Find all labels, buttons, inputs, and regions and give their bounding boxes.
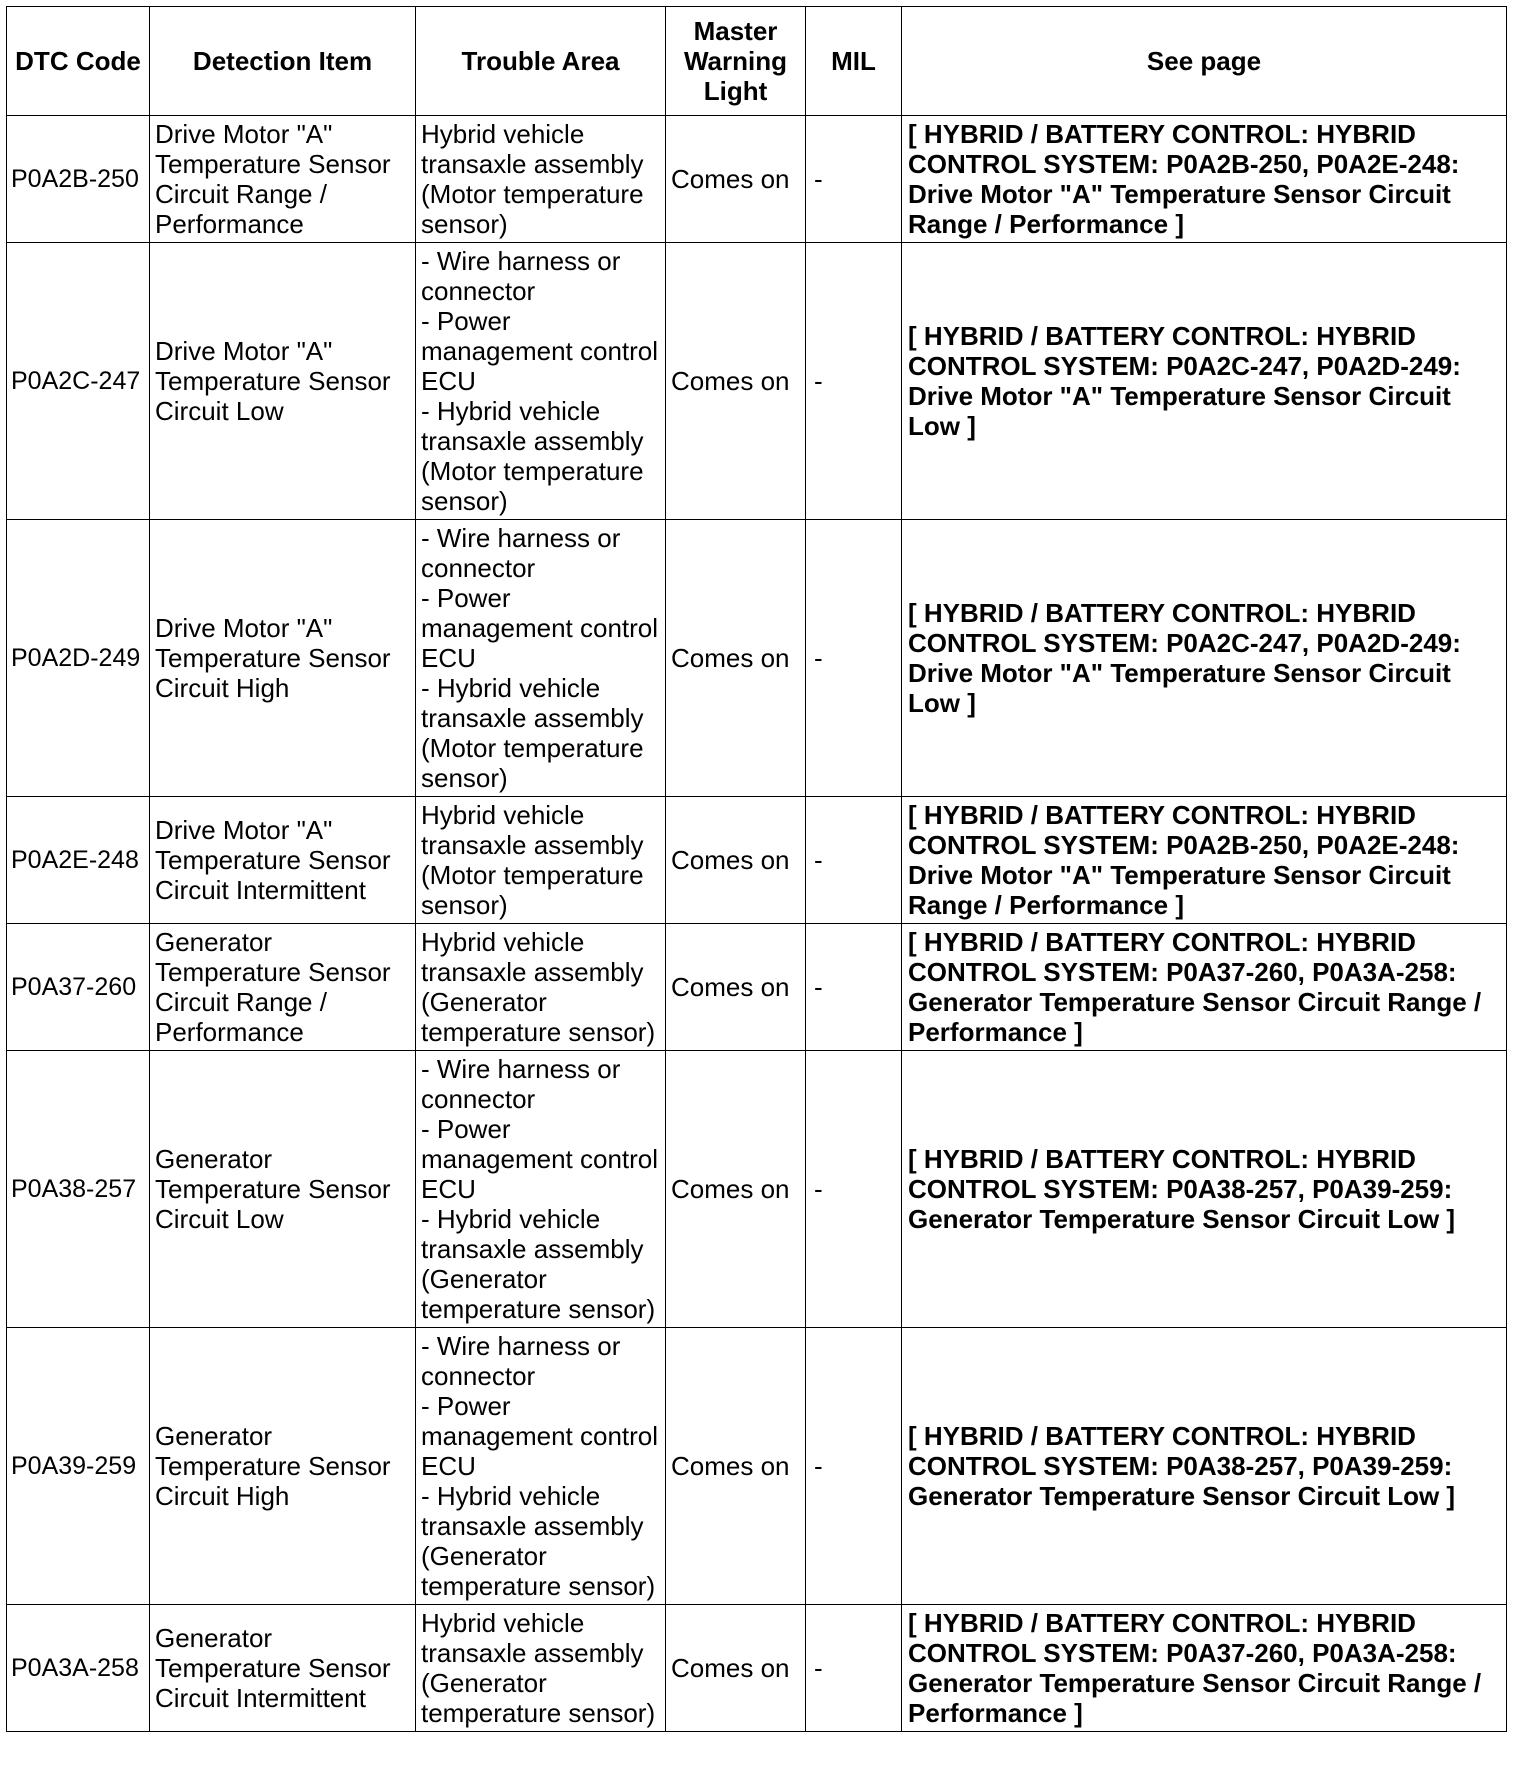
dtc-code-cell: P0A2D-249: [7, 520, 150, 797]
dtc-table-body: [7, 116, 1507, 1732]
trouble-area-line: - Power management control ECU: [421, 1391, 659, 1481]
detection-item-cell: Drive Motor "A" Temperature Sensor Circuit Intermittent: [150, 797, 416, 924]
trouble-area-line: - Hybrid vehicle transaxle assembly (Generator temperature sensor): [421, 1204, 656, 1324]
table-row: [7, 243, 1507, 520]
table-row: [7, 116, 1507, 243]
master-warning-light-cell: Comes on: [666, 1605, 806, 1732]
header-row: [7, 7, 1507, 116]
mil-cell: -: [806, 243, 902, 520]
see-page-reference: [ HYBRID / BATTERY CONTROL: HYBRID CONTROL SYSTEM: P0A2C-247, P0A2D-249: Drive Motor "A" Temperature Sensor Circuit Low ]: [902, 243, 1507, 520]
master-warning-light-cell: Comes on: [666, 1328, 806, 1605]
table-row: [7, 1605, 1507, 1732]
mil-cell: -: [806, 797, 902, 924]
table-row: [7, 924, 1507, 1051]
detection-item-cell: Drive Motor "A" Temperature Sensor Circuit High: [150, 520, 416, 797]
dtc-document: [6, 6, 1506, 1732]
detection-item-cell: Generator Temperature Sensor Circuit Low: [150, 1051, 416, 1328]
detection-item-cell: Generator Temperature Sensor Circuit Intermittent: [150, 1605, 416, 1732]
header-detection-item: Detection Item: [150, 7, 416, 116]
see-page-reference: [ HYBRID / BATTERY CONTROL: HYBRID CONTROL SYSTEM: P0A38-257, P0A39-259: Generator Temperature Sensor Circuit Low ]: [902, 1328, 1507, 1605]
trouble-area-line: - Power management control ECU: [421, 583, 659, 673]
see-page-reference: [ HYBRID / BATTERY CONTROL: HYBRID CONTROL SYSTEM: P0A38-257, P0A39-259: Generator Temperature Sensor Circuit Low ]: [902, 1051, 1507, 1328]
trouble-area-cell: [416, 1051, 666, 1328]
trouble-area-line: - Power management control ECU: [421, 1114, 659, 1204]
trouble-area-line: - Wire harness or connector: [421, 1331, 621, 1391]
header-master-line: Warning: [683, 46, 788, 76]
see-page-reference: [ HYBRID / BATTERY CONTROL: HYBRID CONTROL SYSTEM: P0A2B-250, P0A2E-248: Drive Motor "A" Temperature Sensor Circuit Range / Performance ]: [902, 116, 1507, 243]
header-master-line: Light: [703, 76, 768, 106]
see-page-reference: [ HYBRID / BATTERY CONTROL: HYBRID CONTROL SYSTEM: P0A37-260, P0A3A-258: Generator Temperature Sensor Circuit Range / Performance ]: [902, 1605, 1507, 1732]
header-master-line: Master: [693, 16, 778, 46]
mil-cell: -: [806, 1328, 902, 1605]
trouble-area-line: Hybrid vehicle transaxle assembly (Generator temperature sensor): [421, 927, 656, 1047]
header-trouble-area: Trouble Area: [416, 7, 666, 116]
trouble-area-line: - Hybrid vehicle transaxle assembly (Motor temperature sensor): [421, 396, 644, 516]
dtc-code-cell: P0A2E-248: [7, 797, 150, 924]
master-warning-light-cell: Comes on: [666, 520, 806, 797]
header-dtc-code: DTC Code: [7, 7, 150, 116]
master-warning-light-cell: Comes on: [666, 797, 806, 924]
master-warning-light-cell: Comes on: [666, 243, 806, 520]
trouble-area-line: - Wire harness or connector: [421, 1054, 621, 1114]
trouble-area-line: - Hybrid vehicle transaxle assembly (Generator temperature sensor): [421, 1481, 656, 1601]
dtc-code-cell: P0A2C-247: [7, 243, 150, 520]
mil-cell: -: [806, 924, 902, 1051]
master-warning-light-cell: Comes on: [666, 1051, 806, 1328]
table-row: [7, 1051, 1507, 1328]
trouble-area-cell: [416, 1605, 666, 1732]
mil-cell: -: [806, 116, 902, 243]
trouble-area-line: Hybrid vehicle transaxle assembly (Generator temperature sensor): [421, 1608, 656, 1728]
header-mil: MIL: [806, 7, 902, 116]
table-row: [7, 520, 1507, 797]
trouble-area-cell: [416, 116, 666, 243]
table-row: [7, 797, 1507, 924]
trouble-area-line: - Wire harness or connector: [421, 523, 621, 583]
trouble-area-cell: [416, 924, 666, 1051]
dtc-code-cell: P0A3A-258: [7, 1605, 150, 1732]
mil-cell: -: [806, 1051, 902, 1328]
table-row: [7, 1328, 1507, 1605]
trouble-area-cell: [416, 797, 666, 924]
trouble-area-cell: [416, 1328, 666, 1605]
trouble-area-cell: [416, 243, 666, 520]
mil-cell: -: [806, 1605, 902, 1732]
dtc-code-cell: P0A38-257: [7, 1051, 150, 1328]
see-page-reference: [ HYBRID / BATTERY CONTROL: HYBRID CONTROL SYSTEM: P0A2C-247, P0A2D-249: Drive Motor "A" Temperature Sensor Circuit Low ]: [902, 520, 1507, 797]
trouble-area-line: - Hybrid vehicle transaxle assembly (Motor temperature sensor): [421, 673, 644, 793]
trouble-area-line: - Wire harness or connector: [421, 246, 621, 306]
dtc-table: [6, 6, 1507, 1732]
see-page-reference: [ HYBRID / BATTERY CONTROL: HYBRID CONTROL SYSTEM: P0A37-260, P0A3A-258: Generator Temperature Sensor Circuit Range / Performance ]: [902, 924, 1507, 1051]
master-warning-light-cell: Comes on: [666, 924, 806, 1051]
header-master-warning-light: [666, 7, 806, 116]
detection-item-cell: Generator Temperature Sensor Circuit High: [150, 1328, 416, 1605]
dtc-code-cell: P0A2B-250: [7, 116, 150, 243]
master-warning-light-cell: Comes on: [666, 116, 806, 243]
detection-item-cell: Drive Motor "A" Temperature Sensor Circuit Low: [150, 243, 416, 520]
see-page-reference: [ HYBRID / BATTERY CONTROL: HYBRID CONTROL SYSTEM: P0A2B-250, P0A2E-248: Drive Motor "A" Temperature Sensor Circuit Range / Performance ]: [902, 797, 1507, 924]
mil-cell: -: [806, 520, 902, 797]
dtc-code-cell: P0A39-259: [7, 1328, 150, 1605]
trouble-area-line: Hybrid vehicle transaxle assembly (Motor temperature sensor): [421, 119, 644, 239]
trouble-area-line: Hybrid vehicle transaxle assembly (Motor temperature sensor): [421, 800, 644, 920]
header-see-page: See page: [902, 7, 1507, 116]
trouble-area-cell: [416, 520, 666, 797]
trouble-area-line: - Power management control ECU: [421, 306, 659, 396]
detection-item-cell: Drive Motor "A" Temperature Sensor Circuit Range / Performance: [150, 116, 416, 243]
dtc-code-cell: P0A37-260: [7, 924, 150, 1051]
detection-item-cell: Generator Temperature Sensor Circuit Range / Performance: [150, 924, 416, 1051]
